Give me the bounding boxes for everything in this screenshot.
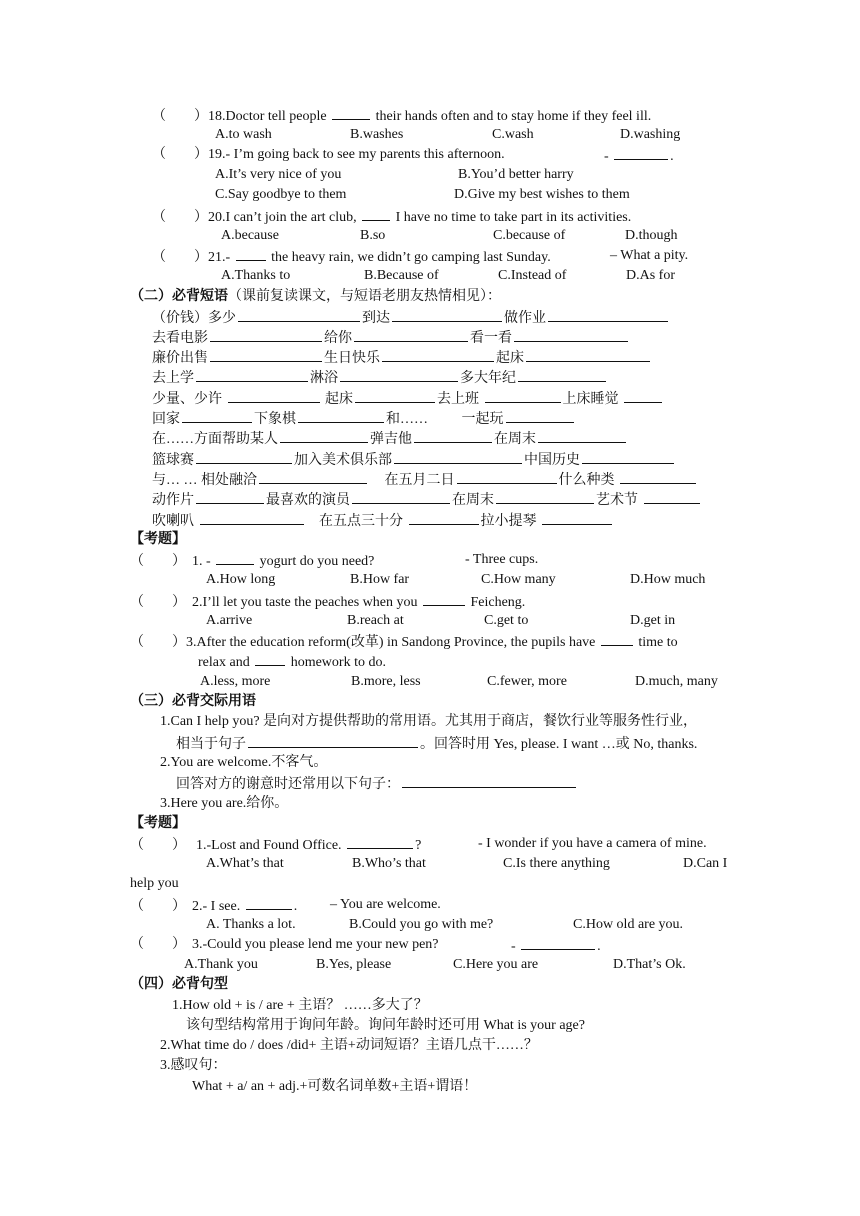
text-line: 1.Can I help you? 是向对方提供帮助的常用语。尤其用于商店，餐饮行业等服务性行业，: [160, 714, 698, 729]
question-stem: 18.Doctor tell people: [208, 109, 327, 124]
phrase-row: （价钱）多少 到达 做作业: [152, 307, 670, 327]
section-title: （三）必背交际用语: [130, 694, 256, 709]
blank[interactable]: [485, 388, 561, 403]
answer-paren[interactable]: （ ）: [130, 635, 186, 650]
answer-paren[interactable]: （ ）: [152, 109, 208, 124]
q20-line: [152, 206, 631, 226]
blank[interactable]: [200, 510, 304, 525]
blank[interactable]: [496, 489, 594, 504]
blank[interactable]: [620, 469, 696, 484]
q19-line: [152, 145, 505, 165]
blank[interactable]: [518, 367, 606, 382]
reply-text: – What a pity.: [610, 248, 689, 263]
blank[interactable]: [259, 469, 367, 484]
blank[interactable]: [548, 307, 668, 322]
blank[interactable]: [582, 449, 674, 464]
text-line: 该句型结构常用于询问年龄。询问年龄时还可用 What is your age?: [186, 1018, 585, 1033]
phrase-row: 与… … 相处融洽 在五月二日 什么种类: [152, 469, 698, 489]
option-d[interactable]: D.As for: [626, 268, 675, 283]
exam-heading: 【考题】: [130, 816, 186, 831]
text-line: 回答对方的谢意时还常用以下句子：: [176, 773, 578, 793]
question-stem: 20.I can’t join the art club,: [208, 210, 357, 225]
answer-paren[interactable]: （ ）: [130, 899, 186, 914]
q18-line: [152, 105, 651, 125]
reply-line: - .: [604, 145, 674, 165]
option-d[interactable]: D.Can I: [683, 856, 728, 871]
answer-paren[interactable]: （ ）: [152, 147, 208, 162]
blank[interactable]: [624, 388, 662, 403]
blank[interactable]: [340, 367, 458, 382]
option-a[interactable]: A.What’s that: [206, 856, 284, 871]
blank[interactable]: [352, 489, 450, 504]
phrase-row: 在……方面帮助某人 弹吉他 在周末: [152, 428, 628, 448]
blank[interactable]: [354, 327, 468, 342]
option-d[interactable]: D.get in: [630, 613, 676, 628]
question-stem: their hands often and to stay home if they feel ill.: [375, 109, 652, 124]
blank[interactable]: [210, 327, 322, 342]
blank[interactable]: [347, 834, 413, 849]
option-d[interactable]: D.much, many: [635, 674, 718, 689]
blank[interactable]: [196, 367, 308, 382]
phrase-row: 去看电影 给你 看一看: [152, 327, 630, 347]
option-c[interactable]: C.How old are you.: [573, 917, 684, 932]
exam-q1-line: （ ） 1.-Lost and Found Office. ?: [130, 834, 421, 854]
option-b[interactable]: B.so: [360, 228, 386, 243]
option-d[interactable]: D.Give my best wishes to them: [454, 187, 630, 202]
option-c[interactable]: C.get to: [484, 613, 529, 628]
answer-paren[interactable]: （ ）: [130, 838, 186, 853]
blank[interactable]: [196, 489, 264, 504]
option-d[interactable]: D.washing: [620, 127, 681, 142]
option-b[interactable]: B.washes: [350, 127, 404, 142]
exam-q3-line: （ ）3.After the education reform(改革) in Sandong Province, the pupils have time to: [130, 631, 678, 651]
option-d[interactable]: D.How much: [630, 572, 706, 587]
blank[interactable]: [614, 145, 668, 160]
reply-line: - .: [511, 935, 601, 955]
option-b[interactable]: B.reach at: [347, 613, 404, 628]
blank[interactable]: [514, 327, 628, 342]
option-b[interactable]: B.You’d better harry: [458, 167, 574, 182]
blank[interactable]: [238, 307, 360, 322]
option-b[interactable]: B.more, less: [351, 674, 421, 689]
answer-paren[interactable]: （ ）: [152, 250, 208, 265]
text-line: 3.Here you are.给你。: [160, 796, 289, 811]
blank[interactable]: [298, 408, 384, 423]
option-c[interactable]: C.Instead of: [498, 268, 567, 283]
text-line: 相当于句子 。回答时用 Yes, please. I want …或 No, thanks.: [176, 733, 697, 753]
reply-text: - I wonder if you have a camera of mine.: [478, 836, 707, 851]
option-a[interactable]: A.because: [221, 228, 279, 243]
blank[interactable]: [236, 246, 266, 261]
blank[interactable]: [506, 408, 574, 423]
option-b[interactable]: B.Could you go with me?: [349, 917, 494, 932]
blank[interactable]: [542, 510, 612, 525]
question-stem: the heavy rain, we didn’t go camping last Sunday.: [271, 250, 551, 265]
section-title: （四）必背句型: [130, 977, 228, 992]
exam-q2-line: （ ） 2.I’ll let you taste the peaches when you Feicheng.: [130, 591, 525, 611]
exam-q3-line2: relax and homework to do.: [198, 651, 386, 671]
blank[interactable]: [601, 631, 633, 646]
blank[interactable]: [521, 935, 595, 950]
blank[interactable]: [409, 510, 479, 525]
option-b[interactable]: B.How far: [350, 572, 410, 587]
blank[interactable]: [255, 651, 285, 666]
exam-heading: 【考题】: [130, 532, 186, 547]
blank[interactable]: [332, 105, 370, 120]
section-title: （二）必背短语: [130, 289, 228, 304]
blank[interactable]: [248, 733, 418, 748]
question-stem: 21.-: [208, 250, 231, 265]
option-c[interactable]: C.because of: [493, 228, 566, 243]
answer-paren[interactable]: （ ）: [130, 595, 186, 610]
option-a[interactable]: A.It’s very nice of you: [215, 167, 342, 182]
question-stem: 19.- I’m going back to see my parents this afternoon.: [208, 147, 505, 162]
phrase-row: 回家 下象棋 和…… 一起玩: [152, 408, 576, 428]
option-d[interactable]: D.That’s Ok.: [613, 957, 686, 972]
option-b[interactable]: B.Who’s that: [352, 856, 426, 871]
option-d[interactable]: D.though: [625, 228, 678, 243]
reply-text: – You are welcome.: [330, 897, 441, 912]
exam-q3-line: （ ） 3.-Could you please lend me your new pen?: [130, 937, 439, 952]
blank[interactable]: [538, 428, 626, 443]
text-line: 1.How old + is / are + 主语？ ……多大了？: [172, 998, 428, 1013]
blank[interactable]: [402, 773, 576, 788]
blank[interactable]: [394, 449, 522, 464]
option-a[interactable]: A.Thanks to: [221, 268, 291, 283]
option-c[interactable]: C.Say goodbye to them: [215, 187, 347, 202]
q21-line: [152, 246, 551, 266]
option-d-continued[interactable]: help you: [130, 876, 179, 891]
blank[interactable]: [280, 428, 368, 443]
option-c[interactable]: C.How many: [481, 572, 556, 587]
option-a[interactable]: A.to wash: [215, 127, 272, 142]
text-line: 2.What time do / does /did+ 主语+动词短语？主语几点干……？: [160, 1038, 538, 1053]
option-c[interactable]: C.fewer, more: [487, 674, 567, 689]
text-line: What + a/ an + adj.+可数名词单数+主语+谓语！: [192, 1079, 478, 1094]
blank[interactable]: [246, 895, 292, 910]
phrase-row: 篮球赛 加入美术俱乐部 中国历史: [152, 449, 676, 469]
blank[interactable]: [423, 591, 465, 606]
blank[interactable]: [526, 347, 650, 362]
option-a[interactable]: A.less, more: [200, 674, 271, 689]
blank[interactable]: [196, 449, 292, 464]
section-note: （课前复读课文，与短语老朋友热情相见）：: [228, 289, 501, 304]
blank[interactable]: [392, 307, 502, 322]
exam-q2-line: （ ） 2.- I see. .: [130, 895, 297, 915]
blank[interactable]: [210, 347, 322, 362]
blank[interactable]: [182, 408, 252, 423]
reply-text: - Three cups.: [465, 552, 539, 567]
option-c[interactable]: C.wash: [492, 127, 534, 142]
answer-paren[interactable]: （ ）: [152, 210, 208, 225]
option-c[interactable]: C.Is there anything: [503, 856, 610, 871]
blank[interactable]: [228, 388, 320, 403]
option-c[interactable]: C.Here you are: [453, 957, 539, 972]
phrase-row: 少量、少许 起床 去上班 上床睡觉: [152, 388, 664, 408]
phrase-row: 廉价出售 生日快乐 起床: [152, 347, 652, 367]
phrase-row: 去上学 淋浴 多大年纪: [152, 367, 608, 387]
option-a[interactable]: A.arrive: [206, 613, 253, 628]
answer-paren[interactable]: （ ）: [130, 937, 186, 952]
exam-q1-line: （ ） 1. - yogurt do you need?: [130, 550, 374, 570]
blank[interactable]: [362, 206, 390, 221]
option-a[interactable]: A. Thanks a lot.: [206, 917, 296, 932]
text-line: 2.You are welcome.不客气。: [160, 755, 328, 770]
blank[interactable]: [216, 550, 254, 565]
option-b[interactable]: B.Because of: [364, 268, 439, 283]
section-heading: [130, 287, 501, 307]
answer-paren[interactable]: （ ）: [130, 554, 186, 569]
blank[interactable]: [414, 428, 492, 443]
text-line: 3.感叹句：: [160, 1058, 227, 1073]
blank[interactable]: [457, 469, 557, 484]
question-stem: I have no time to take part in its activities.: [395, 210, 632, 225]
option-a[interactable]: A.Thank you: [184, 957, 258, 972]
option-a[interactable]: A.How long: [206, 572, 276, 587]
blank[interactable]: [355, 388, 435, 403]
option-b[interactable]: B.Yes, please: [316, 957, 392, 972]
blank[interactable]: [644, 489, 700, 504]
phrase-row: 动作片 最喜欢的演员 在周末 艺术节: [152, 489, 702, 509]
phrase-row: 吹喇叭 在五点三十分 拉小提琴: [152, 510, 614, 530]
blank[interactable]: [382, 347, 494, 362]
